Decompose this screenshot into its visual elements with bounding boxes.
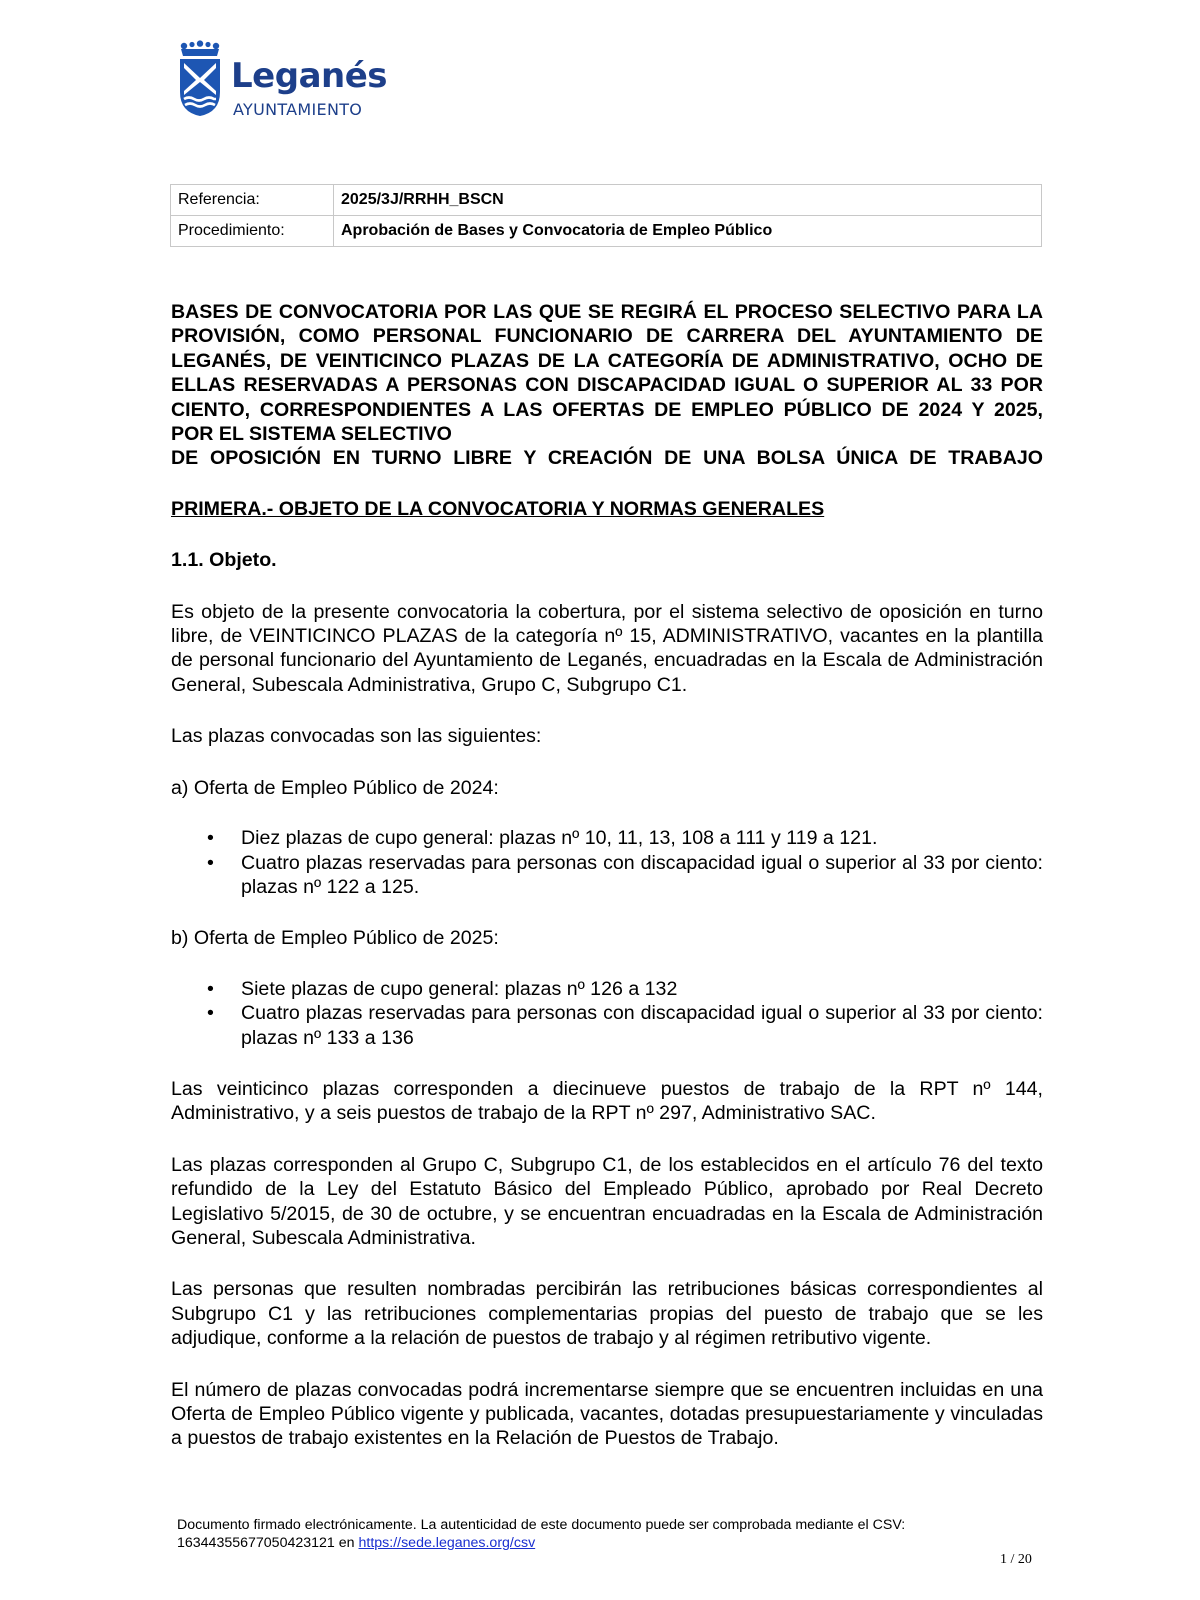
csv-verification-link[interactable]: https://sede.leganes.org/csv [358,1535,536,1551]
offer-2024-list [171,826,1043,899]
list-item [207,826,1043,850]
reference-label: Referencia: [171,185,334,216]
paragraph-pay: Las personas que resulten nombradas percibirán las retribuciones básicas correspondientes al Subgrupo C1 y las retribuciones complementarias propias del puesto de trabajo que se les adjudique, conforme a la relación de puestos de trabajo y al régimen retributivo vigente. [171,1278,1043,1350]
offer-2024-heading: a) Oferta de Empleo Público de 2024: [171,776,499,799]
signature-footer [177,1516,1037,1552]
document-body [171,300,1043,1451]
offer-2025-heading: b) Oferta de Empleo Público de 2025: [171,927,499,950]
paragraph-rpt: Las veinticinco plazas corresponden a diecinueve puestos de trabajo de la RPT nº 144, Administrativo, y a seis puestos de trabajo de la RPT nº 297, Administrativo SAC. [171,1077,1043,1125]
logo-subtitle: AYUNTAMIENTO [233,100,363,119]
title-text: BASES DE CONVOCATORIA POR LAS QUE SE REGIRÁ EL PROCESO SELECTIVO PARA LA PROVISIÓN, COMO PERSONAL FUNCIONARIO DE CARRERA DEL AYUNTAMIENTO DE LEGANÉS, DE VEINTICINCO PLAZAS DE LA CATEGORÍA DE ADMINISTRATIVO, OCHO DE ELLAS RESERVADAS A PERSONAS CON DISCAPACIDAD IGUAL O SUPERIOR AL 33 POR CIENTO, CORRESPONDIENTES A LAS OFERTAS DE EMPLEO PÚBLICO DE 2024 Y 2025, POR EL SISTEMA SELECTIVO [171,301,1043,446]
list-item [207,851,1043,900]
list-item [207,1001,1043,1050]
offer-2025-list [171,977,1043,1050]
csv-code: 16344355677050423121 [177,1535,335,1551]
paragraph-group: Las plazas corresponden al Grupo C, Subgrupo C1, de los establecidos en el artículo 76 del texto refundido de la Ley del Estatuto Básico del Empleado Público, aprobado por Real Decreto Legislativo 5/2015, de 30 de octubre, y se encuentran encuadradas en la Escala de Administración General, Subescala Administrativa. [171,1153,1043,1249]
subsection-heading: 1.1. Objeto. [171,549,277,572]
document-title [171,300,1043,471]
paragraph-list-intro: Las plazas convocadas son las siguientes: [171,725,542,748]
list-item-text: Diez plazas de cupo general: plazas nº 10, 11, 13, 108 a 111 y 119 a 121. [241,827,878,850]
csv-connector: en [338,1535,355,1551]
paragraph-intro: Es objeto de la presente convocatoria la cobertura, por el sistema selectivo de oposición en turno libre, de VEINTICINCO PLAZAS de la categoría nº 15, ADMINISTRATIVO, vacantes en la plantilla de personal funcionario del Ayuntamiento de Leganés, encuadradas en la Escala de Administración General, Subescala Administrativa, Grupo C, Subgrupo C1. [171,600,1043,696]
section-heading: PRIMERA.- OBJETO DE LA CONVOCATORIA Y NORMAS GENERALES [171,497,825,520]
procedure-value: Aprobación de Bases y Convocatoria de Empleo Público [334,216,1042,247]
list-item [207,977,1043,1001]
list-item-text: Siete plazas de cupo general: plazas nº 126 a 132 [241,977,678,1000]
reference-table [170,184,1042,247]
title-last-line: DE OPOSICIÓN EN TURNO LIBRE Y CREACIÓN DE UNA BOLSA ÚNICA DE TRABAJO [171,447,1043,470]
table-row [171,185,1042,216]
csv-line [177,1534,1037,1552]
bullet-icon: • [207,851,214,874]
logo-name: Leganés [231,56,388,96]
signature-note: Documento firmado electrónicamente. La autenticidad de este documento puede ser comprobada mediante el CSV: [177,1517,906,1533]
bullet-icon: • [207,1002,214,1025]
reference-value: 2025/3J/RRHH_BSCN [334,185,1042,216]
paragraph-increase: El número de plazas convocadas podrá incrementarse siempre que se encuentren incluidas en una Oferta de Empleo Público vigente y publicada, vacantes, dotadas presupuestariamente y vinculadas a puestos de trabajo existentes en la Relación de Puestos de Trabajo. [171,1378,1043,1450]
procedure-label: Procedimiento: [171,216,334,247]
page-number: 1 / 20 [1000,1552,1032,1567]
coat-of-arms-icon [178,40,222,118]
table-row [171,216,1042,247]
bullet-icon: • [207,977,214,1000]
list-item-text: Cuatro plazas reservadas para personas con discapacidad igual o superior al 33 por ciento: plazas nº 133 a 136 [241,1002,1043,1049]
list-item-text: Cuatro plazas reservadas para personas con discapacidad igual o superior al 33 por ciento: plazas nº 122 a 125. [241,851,1043,898]
bullet-icon: • [207,827,214,850]
